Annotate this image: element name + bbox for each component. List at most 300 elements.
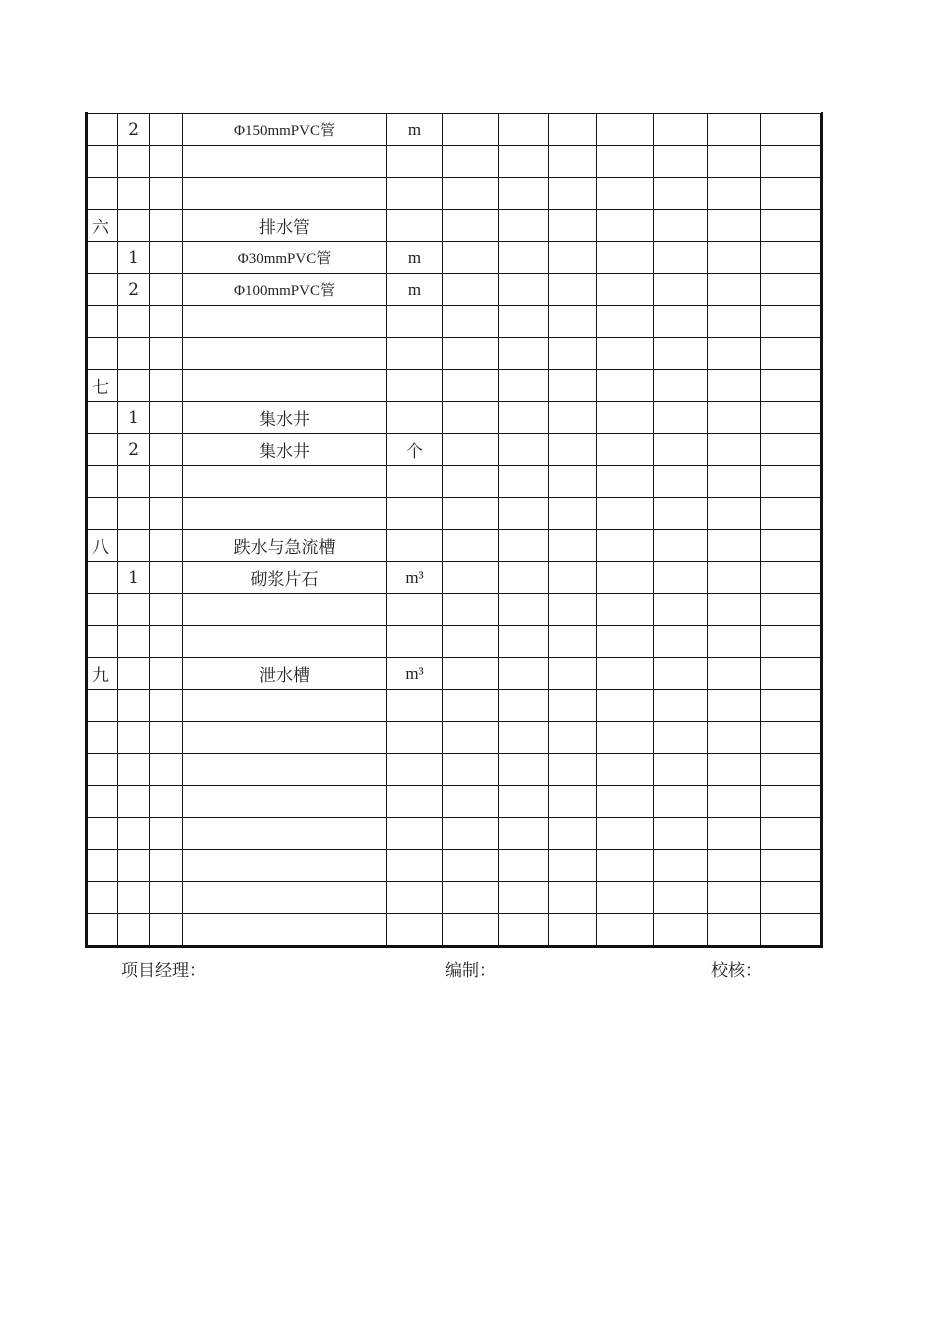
value-cell	[443, 146, 499, 178]
value-cell	[654, 594, 708, 626]
seq-cell: 六	[87, 210, 118, 242]
unit-cell	[387, 402, 443, 434]
value-cell	[443, 338, 499, 370]
value-cell	[443, 306, 499, 338]
unit-cell	[387, 498, 443, 530]
item-name-cell	[183, 338, 387, 370]
empty-cell	[150, 434, 183, 466]
table-row	[87, 114, 821, 146]
item-name-cell: Φ30mmPVC管	[183, 242, 387, 274]
unit-cell: m	[387, 242, 443, 274]
value-cell	[443, 594, 499, 626]
value-cell	[761, 434, 821, 466]
value-cell	[761, 498, 821, 530]
empty-cell	[150, 850, 183, 882]
value-cell	[549, 658, 597, 690]
value-cell	[708, 594, 761, 626]
unit-cell	[387, 690, 443, 722]
table-row	[87, 210, 821, 242]
value-cell	[761, 242, 821, 274]
item-number-cell	[118, 850, 150, 882]
value-cell	[708, 370, 761, 402]
empty-cell	[150, 562, 183, 594]
value-cell	[499, 530, 549, 562]
empty-cell	[150, 754, 183, 786]
unit-cell	[387, 370, 443, 402]
value-cell	[597, 402, 654, 434]
item-name-cell	[183, 786, 387, 818]
seq-cell: 九	[87, 658, 118, 690]
quantity-table	[86, 113, 821, 946]
table-row	[87, 754, 821, 786]
item-name-cell	[183, 626, 387, 658]
value-cell	[499, 850, 549, 882]
seq-cell	[87, 562, 118, 594]
editor-label: 编制：	[445, 961, 496, 981]
item-name-cell	[183, 722, 387, 754]
value-cell	[761, 722, 821, 754]
value-cell	[499, 242, 549, 274]
item-name-cell: Φ150mmPVC管	[183, 114, 387, 146]
value-cell	[443, 242, 499, 274]
unit-cell	[387, 882, 443, 914]
value-cell	[654, 626, 708, 658]
value-cell	[597, 146, 654, 178]
value-cell	[654, 498, 708, 530]
value-cell	[443, 690, 499, 722]
value-cell	[499, 434, 549, 466]
value-cell	[499, 466, 549, 498]
value-cell	[549, 914, 597, 946]
value-cell	[708, 786, 761, 818]
value-cell	[761, 370, 821, 402]
value-cell	[654, 434, 708, 466]
seq-cell	[87, 594, 118, 626]
item-name-cell	[183, 818, 387, 850]
item-name-cell	[183, 370, 387, 402]
value-cell	[654, 242, 708, 274]
value-cell	[549, 466, 597, 498]
value-cell	[549, 210, 597, 242]
value-cell	[443, 210, 499, 242]
value-cell	[654, 146, 708, 178]
seq-cell	[87, 434, 118, 466]
value-cell	[443, 722, 499, 754]
value-cell	[443, 370, 499, 402]
value-cell	[499, 754, 549, 786]
empty-cell	[150, 722, 183, 754]
value-cell	[654, 754, 708, 786]
value-cell	[443, 914, 499, 946]
value-cell	[708, 402, 761, 434]
value-cell	[597, 114, 654, 146]
item-name-cell	[183, 466, 387, 498]
value-cell	[708, 178, 761, 210]
item-number-cell	[118, 722, 150, 754]
value-cell	[597, 594, 654, 626]
value-cell	[549, 722, 597, 754]
value-cell	[499, 498, 549, 530]
item-name-cell: 砌浆片石	[183, 562, 387, 594]
item-name-cell	[183, 178, 387, 210]
item-number-cell	[118, 690, 150, 722]
item-name-cell	[183, 754, 387, 786]
value-cell	[708, 466, 761, 498]
value-cell	[708, 690, 761, 722]
value-cell	[761, 146, 821, 178]
value-cell	[597, 338, 654, 370]
value-cell	[597, 178, 654, 210]
value-cell	[708, 818, 761, 850]
item-number-cell: 1	[118, 402, 150, 434]
value-cell	[708, 754, 761, 786]
item-name-cell: Φ100mmPVC管	[183, 274, 387, 306]
value-cell	[708, 850, 761, 882]
value-cell	[597, 242, 654, 274]
seq-cell	[87, 242, 118, 274]
seq-cell	[87, 402, 118, 434]
value-cell	[597, 530, 654, 562]
value-cell	[443, 402, 499, 434]
value-cell	[597, 722, 654, 754]
value-cell	[443, 786, 499, 818]
value-cell	[654, 562, 708, 594]
unit-cell	[387, 210, 443, 242]
value-cell	[499, 370, 549, 402]
value-cell	[499, 626, 549, 658]
value-cell	[597, 626, 654, 658]
item-number-cell	[118, 370, 150, 402]
empty-cell	[150, 498, 183, 530]
table-row	[87, 274, 821, 306]
item-number-cell	[118, 338, 150, 370]
seq-cell	[87, 786, 118, 818]
table-row	[87, 338, 821, 370]
table-row	[87, 402, 821, 434]
value-cell	[761, 338, 821, 370]
table-row	[87, 498, 821, 530]
value-cell	[499, 562, 549, 594]
empty-cell	[150, 882, 183, 914]
value-cell	[761, 914, 821, 946]
seq-cell: 七	[87, 370, 118, 402]
value-cell	[654, 690, 708, 722]
value-cell	[443, 530, 499, 562]
value-cell	[654, 658, 708, 690]
value-cell	[443, 466, 499, 498]
value-cell	[654, 274, 708, 306]
seq-cell	[87, 306, 118, 338]
value-cell	[549, 498, 597, 530]
unit-cell	[387, 594, 443, 626]
value-cell	[654, 850, 708, 882]
empty-cell	[150, 306, 183, 338]
value-cell	[443, 850, 499, 882]
value-cell	[654, 530, 708, 562]
value-cell	[499, 146, 549, 178]
seq-cell	[87, 754, 118, 786]
value-cell	[654, 722, 708, 754]
value-cell	[654, 178, 708, 210]
empty-cell	[150, 818, 183, 850]
value-cell	[597, 786, 654, 818]
table-row	[87, 786, 821, 818]
empty-cell	[150, 242, 183, 274]
item-name-cell	[183, 498, 387, 530]
table-row	[87, 306, 821, 338]
item-number-cell	[118, 754, 150, 786]
value-cell	[499, 274, 549, 306]
value-cell	[654, 818, 708, 850]
seq-cell: 八	[87, 530, 118, 562]
value-cell	[761, 882, 821, 914]
item-name-cell: 集水井	[183, 402, 387, 434]
value-cell	[549, 146, 597, 178]
table-row	[87, 690, 821, 722]
value-cell	[549, 338, 597, 370]
project-manager-label: 项目经理：	[121, 961, 206, 981]
item-number-cell	[118, 306, 150, 338]
item-number-cell	[118, 658, 150, 690]
value-cell	[597, 690, 654, 722]
item-name-cell	[183, 306, 387, 338]
unit-cell	[387, 850, 443, 882]
table-row	[87, 370, 821, 402]
unit-cell	[387, 466, 443, 498]
item-name-cell: 排水管	[183, 210, 387, 242]
value-cell	[654, 882, 708, 914]
unit-cell	[387, 626, 443, 658]
empty-cell	[150, 530, 183, 562]
empty-cell	[150, 466, 183, 498]
value-cell	[597, 466, 654, 498]
value-cell	[597, 818, 654, 850]
value-cell	[708, 146, 761, 178]
table-row	[87, 914, 821, 946]
item-number-cell: 1	[118, 562, 150, 594]
value-cell	[443, 626, 499, 658]
value-cell	[549, 562, 597, 594]
unit-cell	[387, 786, 443, 818]
unit-cell: m³	[387, 658, 443, 690]
value-cell	[761, 402, 821, 434]
empty-cell	[150, 402, 183, 434]
value-cell	[708, 530, 761, 562]
table-row	[87, 850, 821, 882]
value-cell	[761, 690, 821, 722]
unit-cell	[387, 722, 443, 754]
value-cell	[761, 306, 821, 338]
item-number-cell	[118, 530, 150, 562]
empty-cell	[150, 658, 183, 690]
item-name-cell: 泄水槽	[183, 658, 387, 690]
value-cell	[761, 658, 821, 690]
value-cell	[654, 402, 708, 434]
value-cell	[499, 210, 549, 242]
value-cell	[597, 274, 654, 306]
value-cell	[708, 882, 761, 914]
table-row	[87, 722, 821, 754]
value-cell	[499, 818, 549, 850]
value-cell	[597, 210, 654, 242]
empty-cell	[150, 626, 183, 658]
item-number-cell	[118, 498, 150, 530]
table-body	[87, 114, 821, 946]
value-cell	[499, 658, 549, 690]
unit-cell	[387, 914, 443, 946]
value-cell	[549, 754, 597, 786]
empty-cell	[150, 146, 183, 178]
value-cell	[549, 594, 597, 626]
value-cell	[443, 434, 499, 466]
value-cell	[499, 178, 549, 210]
unit-cell	[387, 818, 443, 850]
value-cell	[708, 722, 761, 754]
value-cell	[443, 818, 499, 850]
value-cell	[761, 818, 821, 850]
value-cell	[708, 210, 761, 242]
seq-cell	[87, 114, 118, 146]
empty-cell	[150, 914, 183, 946]
empty-cell	[150, 178, 183, 210]
table-row	[87, 818, 821, 850]
table-row	[87, 594, 821, 626]
item-number-cell: 2	[118, 274, 150, 306]
value-cell	[761, 786, 821, 818]
seq-cell	[87, 338, 118, 370]
seq-cell	[87, 178, 118, 210]
value-cell	[708, 658, 761, 690]
table-row	[87, 658, 821, 690]
value-cell	[499, 114, 549, 146]
value-cell	[499, 914, 549, 946]
value-cell	[761, 530, 821, 562]
empty-cell	[150, 594, 183, 626]
unit-cell: m	[387, 274, 443, 306]
item-name-cell	[183, 146, 387, 178]
table-row	[87, 626, 821, 658]
item-number-cell	[118, 914, 150, 946]
value-cell	[708, 338, 761, 370]
value-cell	[708, 434, 761, 466]
value-cell	[499, 338, 549, 370]
empty-cell	[150, 210, 183, 242]
value-cell	[654, 210, 708, 242]
value-cell	[499, 594, 549, 626]
seq-cell	[87, 146, 118, 178]
unit-cell	[387, 338, 443, 370]
value-cell	[708, 306, 761, 338]
value-cell	[443, 562, 499, 594]
value-cell	[499, 722, 549, 754]
empty-cell	[150, 690, 183, 722]
empty-cell	[150, 274, 183, 306]
value-cell	[708, 114, 761, 146]
unit-cell	[387, 178, 443, 210]
value-cell	[499, 786, 549, 818]
value-cell	[761, 114, 821, 146]
value-cell	[443, 498, 499, 530]
item-number-cell: 1	[118, 242, 150, 274]
table-row	[87, 146, 821, 178]
empty-cell	[150, 370, 183, 402]
item-name-cell	[183, 690, 387, 722]
item-number-cell	[118, 882, 150, 914]
value-cell	[761, 754, 821, 786]
value-cell	[499, 882, 549, 914]
value-cell	[761, 274, 821, 306]
seq-cell	[87, 690, 118, 722]
value-cell	[654, 914, 708, 946]
value-cell	[549, 850, 597, 882]
item-name-cell	[183, 882, 387, 914]
item-name-cell	[183, 850, 387, 882]
item-number-cell	[118, 178, 150, 210]
empty-cell	[150, 338, 183, 370]
value-cell	[549, 530, 597, 562]
value-cell	[597, 658, 654, 690]
item-number-cell	[118, 466, 150, 498]
value-cell	[443, 274, 499, 306]
item-number-cell: 2	[118, 434, 150, 466]
value-cell	[549, 786, 597, 818]
empty-cell	[150, 114, 183, 146]
unit-cell	[387, 306, 443, 338]
value-cell	[761, 178, 821, 210]
value-cell	[597, 562, 654, 594]
seq-cell	[87, 882, 118, 914]
value-cell	[708, 914, 761, 946]
value-cell	[654, 786, 708, 818]
value-cell	[597, 498, 654, 530]
value-cell	[597, 434, 654, 466]
item-number-cell	[118, 626, 150, 658]
value-cell	[443, 114, 499, 146]
table-row	[87, 178, 821, 210]
value-cell	[597, 914, 654, 946]
empty-cell	[150, 786, 183, 818]
value-cell	[761, 210, 821, 242]
value-cell	[708, 562, 761, 594]
seq-cell	[87, 466, 118, 498]
value-cell	[597, 754, 654, 786]
table-row	[87, 562, 821, 594]
value-cell	[654, 114, 708, 146]
value-cell	[654, 338, 708, 370]
item-number-cell	[118, 786, 150, 818]
seq-cell	[87, 818, 118, 850]
value-cell	[443, 178, 499, 210]
seq-cell	[87, 722, 118, 754]
seq-cell	[87, 850, 118, 882]
unit-cell: 个	[387, 434, 443, 466]
unit-cell: m³	[387, 562, 443, 594]
value-cell	[597, 306, 654, 338]
value-cell	[761, 466, 821, 498]
value-cell	[499, 402, 549, 434]
value-cell	[549, 178, 597, 210]
value-cell	[549, 306, 597, 338]
table-row	[87, 242, 821, 274]
value-cell	[549, 370, 597, 402]
value-cell	[499, 690, 549, 722]
value-cell	[654, 370, 708, 402]
value-cell	[549, 242, 597, 274]
unit-cell	[387, 146, 443, 178]
value-cell	[549, 626, 597, 658]
table-row	[87, 530, 821, 562]
value-cell	[654, 466, 708, 498]
